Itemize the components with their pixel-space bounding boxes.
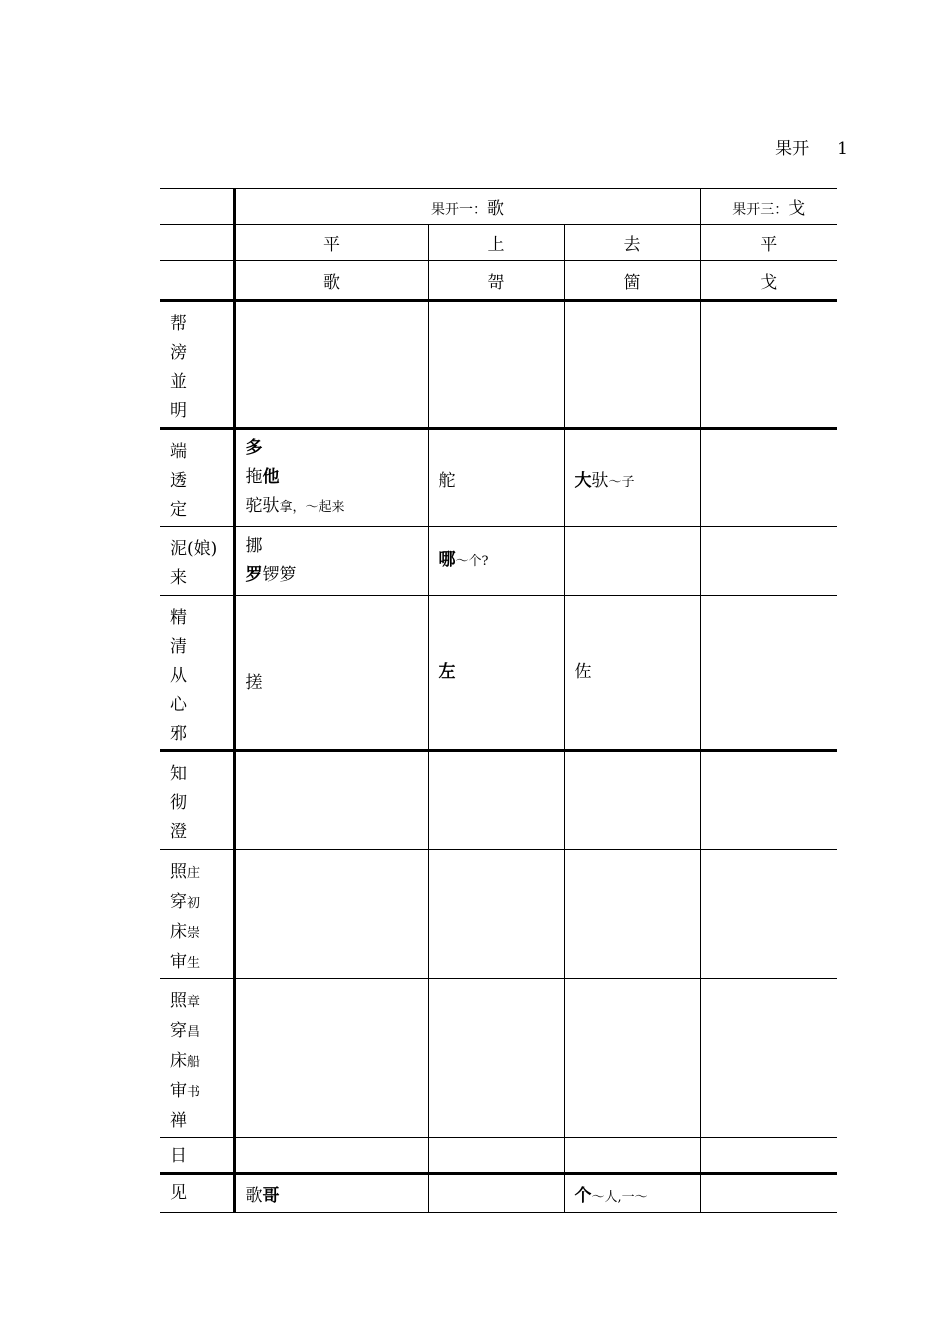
tone-cell: 平 — [234, 225, 428, 261]
table-row — [160, 527, 837, 596]
tone-cell: 去 — [564, 225, 700, 261]
table-row — [160, 1138, 837, 1174]
header-row-rhyme — [160, 261, 837, 301]
page-number: 1 — [837, 139, 848, 159]
char-cell: 左 — [428, 596, 564, 751]
tone-cell: 上 — [428, 225, 564, 261]
char-cell: 舵 — [428, 429, 564, 527]
initial-cell: 照庄 穿初 床崇 审生 — [160, 850, 234, 979]
char-cell: 搓 — [234, 596, 428, 751]
rhyme-cell: 哿 — [428, 261, 564, 301]
rhyme-group-1: 果开一：歌 — [234, 189, 700, 225]
table-row — [160, 850, 837, 979]
table-row — [160, 1174, 837, 1213]
initial-cell: 知 彻 澄 — [160, 751, 234, 850]
char-cell: 多 拖他 驼驮拿，～起来 — [234, 429, 428, 527]
initial-cell: 照章 穿昌 床船 审书 禅 — [160, 979, 234, 1138]
initial-cell: 精 清 从 心 邪 — [160, 596, 234, 751]
table-row — [160, 429, 837, 527]
rhyme-group-2: 果开三：戈 — [700, 189, 837, 225]
header-row-tone — [160, 225, 837, 261]
char-cell: 佐 — [564, 596, 700, 751]
page-header — [775, 134, 848, 159]
char-cell: 歌哥 — [234, 1174, 428, 1213]
rhyme-cell: 戈 — [700, 261, 837, 301]
table-row — [160, 301, 837, 429]
corner-cell — [160, 189, 234, 225]
initial-cell: 泥(娘) 来 — [160, 527, 234, 596]
rhyme-cell: 歌 — [234, 261, 428, 301]
initial-cell: 端 透 定 — [160, 429, 234, 527]
header-row-rhyme-group — [160, 189, 837, 225]
table-row — [160, 751, 837, 850]
char-cell: 大驮～子 — [564, 429, 700, 527]
char-cell: 个～人,一～ — [564, 1174, 700, 1213]
initial-cell: 见 — [160, 1174, 234, 1213]
initial-cell: 日 — [160, 1138, 234, 1174]
char-cell: 哪～个? — [428, 527, 564, 596]
page-title: 果开 — [775, 139, 810, 159]
rhyme-table — [160, 188, 837, 1213]
char-cell: 挪 罗锣箩 — [234, 527, 428, 596]
rhyme-cell: 箇 — [564, 261, 700, 301]
tone-cell: 平 — [700, 225, 837, 261]
table-row — [160, 596, 837, 751]
initial-cell: 帮 滂 並 明 — [160, 301, 234, 429]
table-row — [160, 979, 837, 1138]
